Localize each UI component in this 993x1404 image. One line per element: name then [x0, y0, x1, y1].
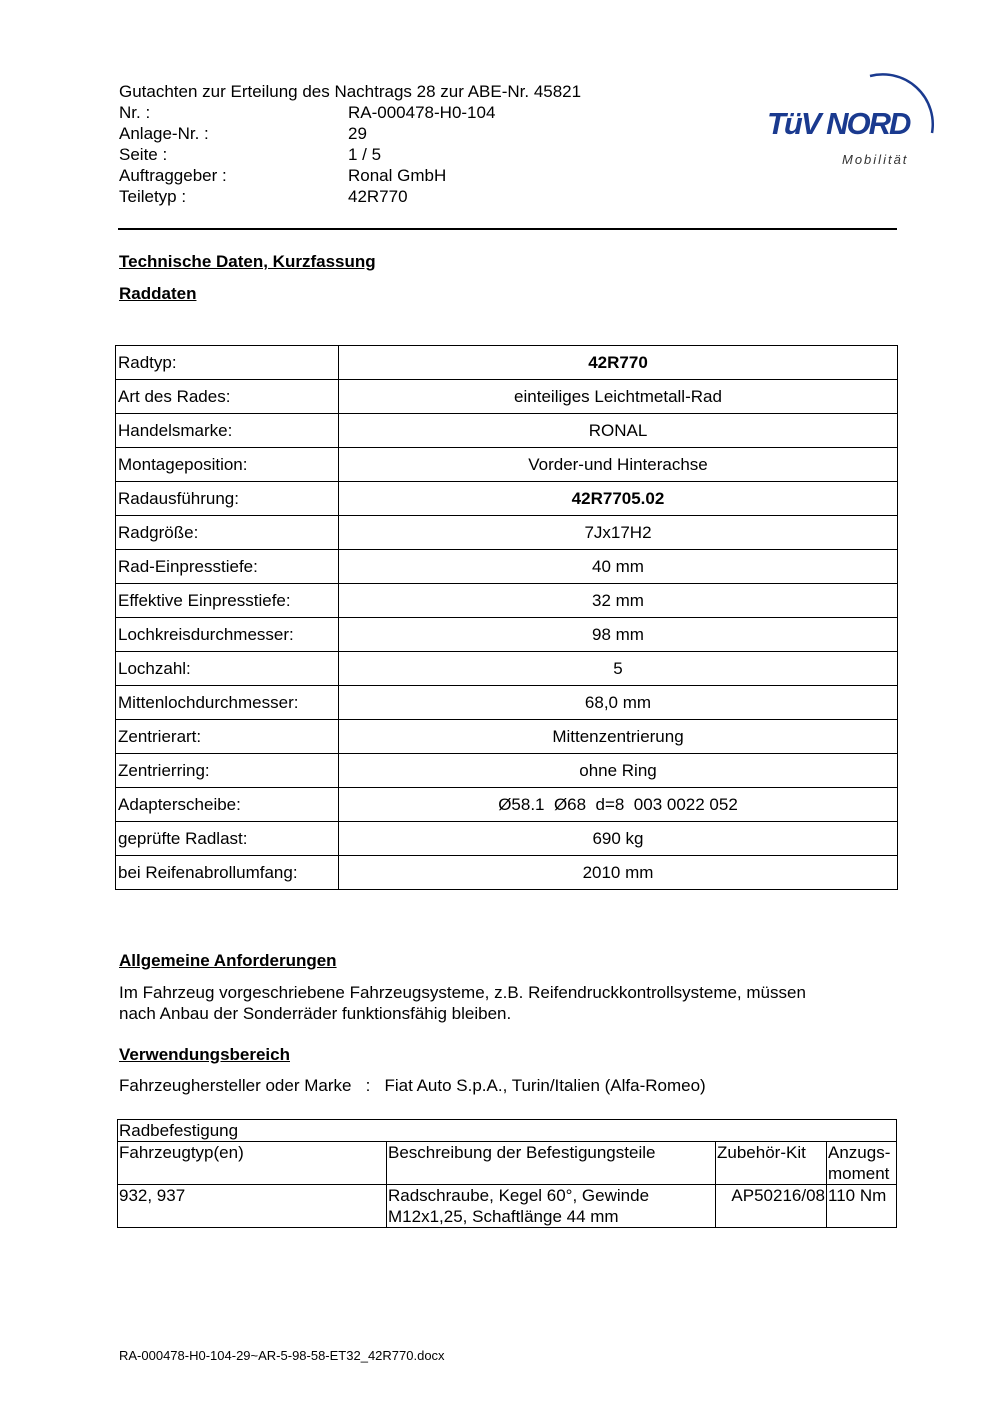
header-label: Teiletyp :	[119, 187, 187, 206]
row-label: Effektive Einpresstiefe:	[116, 584, 339, 618]
fixing-description	[387, 1185, 716, 1228]
header-label: Auftraggeber :	[119, 166, 227, 185]
row-label: Lochzahl:	[116, 652, 339, 686]
row-value: 32 mm	[339, 584, 898, 618]
row-label: Rad-Einpresstiefe:	[116, 550, 339, 584]
document-header	[119, 81, 581, 207]
section-heading-wheel: Raddaten	[119, 284, 197, 303]
row-label: Radtyp:	[116, 346, 339, 380]
row-label: Art des Rades:	[116, 380, 339, 414]
row-label: Radausführung:	[116, 482, 339, 516]
table-row	[116, 856, 898, 890]
row-label: geprüfte Radlast:	[116, 822, 339, 856]
row-label: Montageposition:	[116, 448, 339, 482]
table-row	[116, 754, 898, 788]
row-value: 5	[339, 652, 898, 686]
wheel-fixing-table	[117, 1119, 897, 1228]
table-row	[116, 686, 898, 720]
row-value: 7Jx17H2	[339, 516, 898, 550]
row-value: 98 mm	[339, 618, 898, 652]
row-label: Lochkreisdurchmesser:	[116, 618, 339, 652]
section-heading-general: Allgemeine Anforderungen	[119, 951, 337, 970]
table-row	[116, 482, 898, 516]
header-value: 29	[348, 124, 367, 143]
header-divider	[118, 228, 897, 230]
description-line: M12x1,25, Schaftlänge 44 mm	[388, 1207, 619, 1226]
header-row-anlage	[119, 123, 581, 144]
row-value: ohne Ring	[339, 754, 898, 788]
table-title-row	[118, 1120, 897, 1142]
header-value: 1 / 5	[348, 145, 382, 164]
column-header	[827, 1142, 897, 1185]
row-label: Mittenlochdurchmesser:	[116, 686, 339, 720]
header-row-seite	[119, 144, 581, 165]
row-value: Ø58.1 Ø68 d=8 003 0022 052	[339, 788, 898, 822]
row-label: Adapterscheibe:	[116, 788, 339, 822]
column-header: Fahrzeugtyp(en)	[118, 1142, 387, 1185]
table-row	[116, 584, 898, 618]
row-value: Vorder-und Hinterachse	[339, 448, 898, 482]
table-row	[116, 788, 898, 822]
row-value: 690 kg	[339, 822, 898, 856]
separator: :	[365, 1076, 371, 1095]
row-label: Zentrierring:	[116, 754, 339, 788]
row-value: Mittenzentrierung	[339, 720, 898, 754]
header-row-teiletyp	[119, 186, 581, 207]
table-row	[116, 652, 898, 686]
table-row	[116, 414, 898, 448]
row-value: 68,0 mm	[339, 686, 898, 720]
header-value: 42R770	[348, 187, 408, 206]
header-value: Ronal GmbH	[348, 166, 447, 185]
row-value: RONAL	[339, 414, 898, 448]
row-label: bei Reifenabrollumfang:	[116, 856, 339, 890]
row-label: Radgröße:	[116, 516, 339, 550]
table-header-row	[118, 1142, 897, 1185]
table-row	[116, 448, 898, 482]
accessory-kit: AP50216/08	[716, 1185, 827, 1228]
row-value: 40 mm	[339, 550, 898, 584]
paragraph-line: nach Anbau der Sonderräder funktionsfähig bleiben.	[119, 1004, 512, 1023]
manufacturer-row	[119, 1076, 706, 1096]
header-row-nr	[119, 102, 581, 123]
header-line: moment	[828, 1164, 890, 1183]
column-header: Zubehör-Kit	[716, 1142, 827, 1185]
document-title: Gutachten zur Erteilung des Nachtrags 28 zur ABE-Nr. 45821	[119, 82, 582, 101]
table-row	[116, 720, 898, 754]
column-header: Beschreibung der Befestigungsteile	[387, 1142, 716, 1185]
row-label: Zentrierart:	[116, 720, 339, 754]
header-value: RA-000478-H0-104	[348, 103, 496, 122]
logo-subtitle: Mobilität	[842, 152, 909, 167]
table-row	[116, 618, 898, 652]
header-label: Anlage-Nr. :	[119, 124, 209, 143]
table-row	[118, 1185, 897, 1228]
description-line: Radschraube, Kegel 60°, Gewinde	[388, 1186, 650, 1205]
header-line: Anzugs-	[828, 1143, 891, 1162]
table-row	[116, 550, 898, 584]
section-heading-usage: Verwendungsbereich	[119, 1045, 290, 1064]
manufacturer-value: Fiat Auto S.p.A., Turin/Italien (Alfa-Romeo)	[384, 1076, 706, 1095]
tuv-nord-logo: TüV NORD	[767, 106, 910, 141]
table-row	[116, 822, 898, 856]
header-row-auftraggeber	[119, 165, 581, 186]
wheel-data-table	[115, 345, 898, 890]
row-value: 42R770	[339, 346, 898, 380]
row-value: einteiliges Leichtmetall-Rad	[339, 380, 898, 414]
table-row	[116, 380, 898, 414]
header-label: Seite :	[119, 145, 168, 164]
section-heading-technical: Technische Daten, Kurzfassung	[119, 252, 376, 271]
row-value: 2010 mm	[339, 856, 898, 890]
manufacturer-label: Fahrzeughersteller oder Marke	[119, 1076, 352, 1095]
table-title: Radbefestigung	[118, 1120, 897, 1142]
table-row	[116, 346, 898, 380]
general-requirements-text	[119, 982, 806, 1024]
tightening-torque: 110 Nm	[827, 1185, 897, 1228]
footer-filename: RA-000478-H0-104-29~AR-5-98-58-ET32_42R770.docx	[119, 1348, 445, 1363]
paragraph-line: Im Fahrzeug vorgeschriebene Fahrzeugsysteme, z.B. Reifendruckkontrollsysteme, müssen	[119, 983, 806, 1002]
row-label: Handelsmarke:	[116, 414, 339, 448]
row-value: 42R7705.02	[339, 482, 898, 516]
vehicle-types: 932, 937	[118, 1185, 387, 1228]
table-row	[116, 516, 898, 550]
header-label: Nr. :	[119, 103, 151, 122]
